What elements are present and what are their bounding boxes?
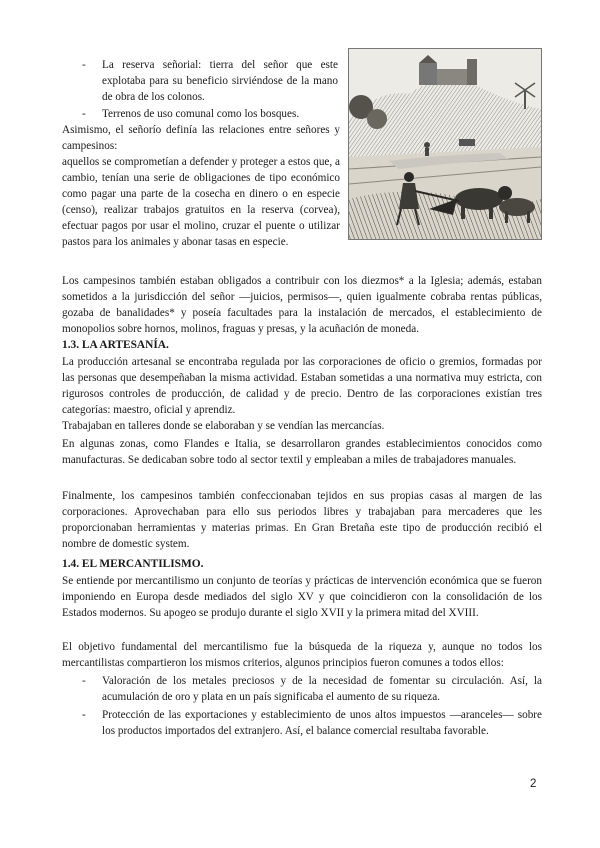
- intro-paragraph-obligaciones: aquellos se comprometían a defender y proteger a estos que, a cambio, tenían una serie de obligaciones de tipo económico como pagar una parte de la cosecha en dinero o en especie (censo), realizar trabajos gratuitos en la reserva (corvea), efectuar pagos por usar el molino, cruzar el puente o utilizar pastos para los animales y abonar tasas en especie.: [62, 156, 340, 248]
- intro-paragraph-senorio: Asimismo, el señorío definía las relaciones entre señores y campesinos:: [62, 124, 340, 152]
- section-heading-mercantilismo: 1.4. EL MERCANTILISMO.: [62, 558, 204, 570]
- intro-bullet-reserva: [82, 57, 338, 105]
- intro-bullet-terrenos: [82, 106, 338, 122]
- paragraph-artesania-domestic-system: Finalmente, los campesinos también confeccionaban tejidos en sus propias casas al margen de las corporaciones. Aprovechaban para ello sus periodos libres y trabajaban para mercaderes que les proporcionaban herramientas y materias primas. En Gran Bretaña este tipo de producción recibió el nombre de domestic system.: [62, 490, 542, 550]
- mercantilismo-bullet-exportaciones: [82, 707, 542, 755]
- mercantilismo-bullet-metales: [82, 673, 542, 705]
- paragraph-mercantilismo-objetivo: El objetivo fundamental del mercantilismo fue la búsqueda de la riqueza y, aunque no todos los mercantilistas compartieron los mismos criterios, algunos principios fueron comunes a todos ellos:: [62, 641, 542, 669]
- paragraph-campesinos-obligaciones: Los campesinos también estaban obligados a contribuir con los diezmos* a la Iglesia; además, estaban sometidos a la jurisdicción del señor —juicios, permisos—, quien igualmente cobraba rentas públicas, gozaba de banalidades* y poseía facultades para la instalación de mercados, el establecimiento de monopolios sobre hornos, molinos, fraguas y presas, y la acuñación de moneda.: [62, 275, 542, 335]
- section-heading-artesania: 1.3. LA ARTESANÍA.: [62, 339, 169, 351]
- paragraph-artesania-manufacturas: En algunas zonas, como Flandes e Italia, se desarrollaron grandes establecimientos conocidos como manufacturas. Se dedicaban sobre todo al sector textil y empleaban a miles de trabajadores manuales.: [62, 438, 542, 466]
- page-number: 2: [530, 778, 537, 790]
- bullet-text: La reserva señorial: tierra del señor que este explotaba para su beneficio sirviéndose de la mano de obra de los colonos.: [102, 59, 338, 103]
- bullet-text: Protección de las exportaciones y establecimiento de unos altos impuestos —aranceles— sobre los productos importados del extranjero. Así, el balance comercial resultaba favorable.: [102, 709, 542, 737]
- bullet-marker: -: [82, 709, 86, 721]
- bullet-marker: -: [82, 59, 86, 71]
- bullet-text: Valoración de los metales preciosos y de la necesidad de fomentar su circulación. Así, la acumulación de oro y plata en un país significaba el aumento de su riqueza.: [102, 675, 542, 703]
- bullet-marker: -: [82, 675, 86, 687]
- paragraph-artesania-gremios: La producción artesanal se encontraba regulada por las corporaciones de oficio o gremios, formadas por las personas que desempeñaban la misma actividad. Estaban sometidas a una normativa muy estricta, con rigurosos controles de producción, de calidad y de precio. Dentro de las corporaciones existían tres categorías: maestro, oficial y aprendiz.: [62, 356, 542, 416]
- bullet-text: Terrenos de uso comunal como los bosques.: [102, 108, 300, 120]
- farm-engraving-image: [348, 48, 542, 240]
- paragraph-artesania-talleres: Trabajaban en talleres donde se elaboraban y se vendían las mercancías.: [62, 420, 385, 432]
- ploughing-scene-icon: [349, 49, 541, 239]
- bullet-marker: -: [82, 108, 86, 120]
- paragraph-mercantilismo-definicion: Se entiende por mercantilismo un conjunto de teorías y prácticas de intervención económica que se fueron imponiendo en Europa desde mediados del siglo XV y que coincidieron con la consolidación de los Estados modernos. Su apogeo se produjo durante el siglo XVII y la primera mitad del XVIII.: [62, 575, 542, 619]
